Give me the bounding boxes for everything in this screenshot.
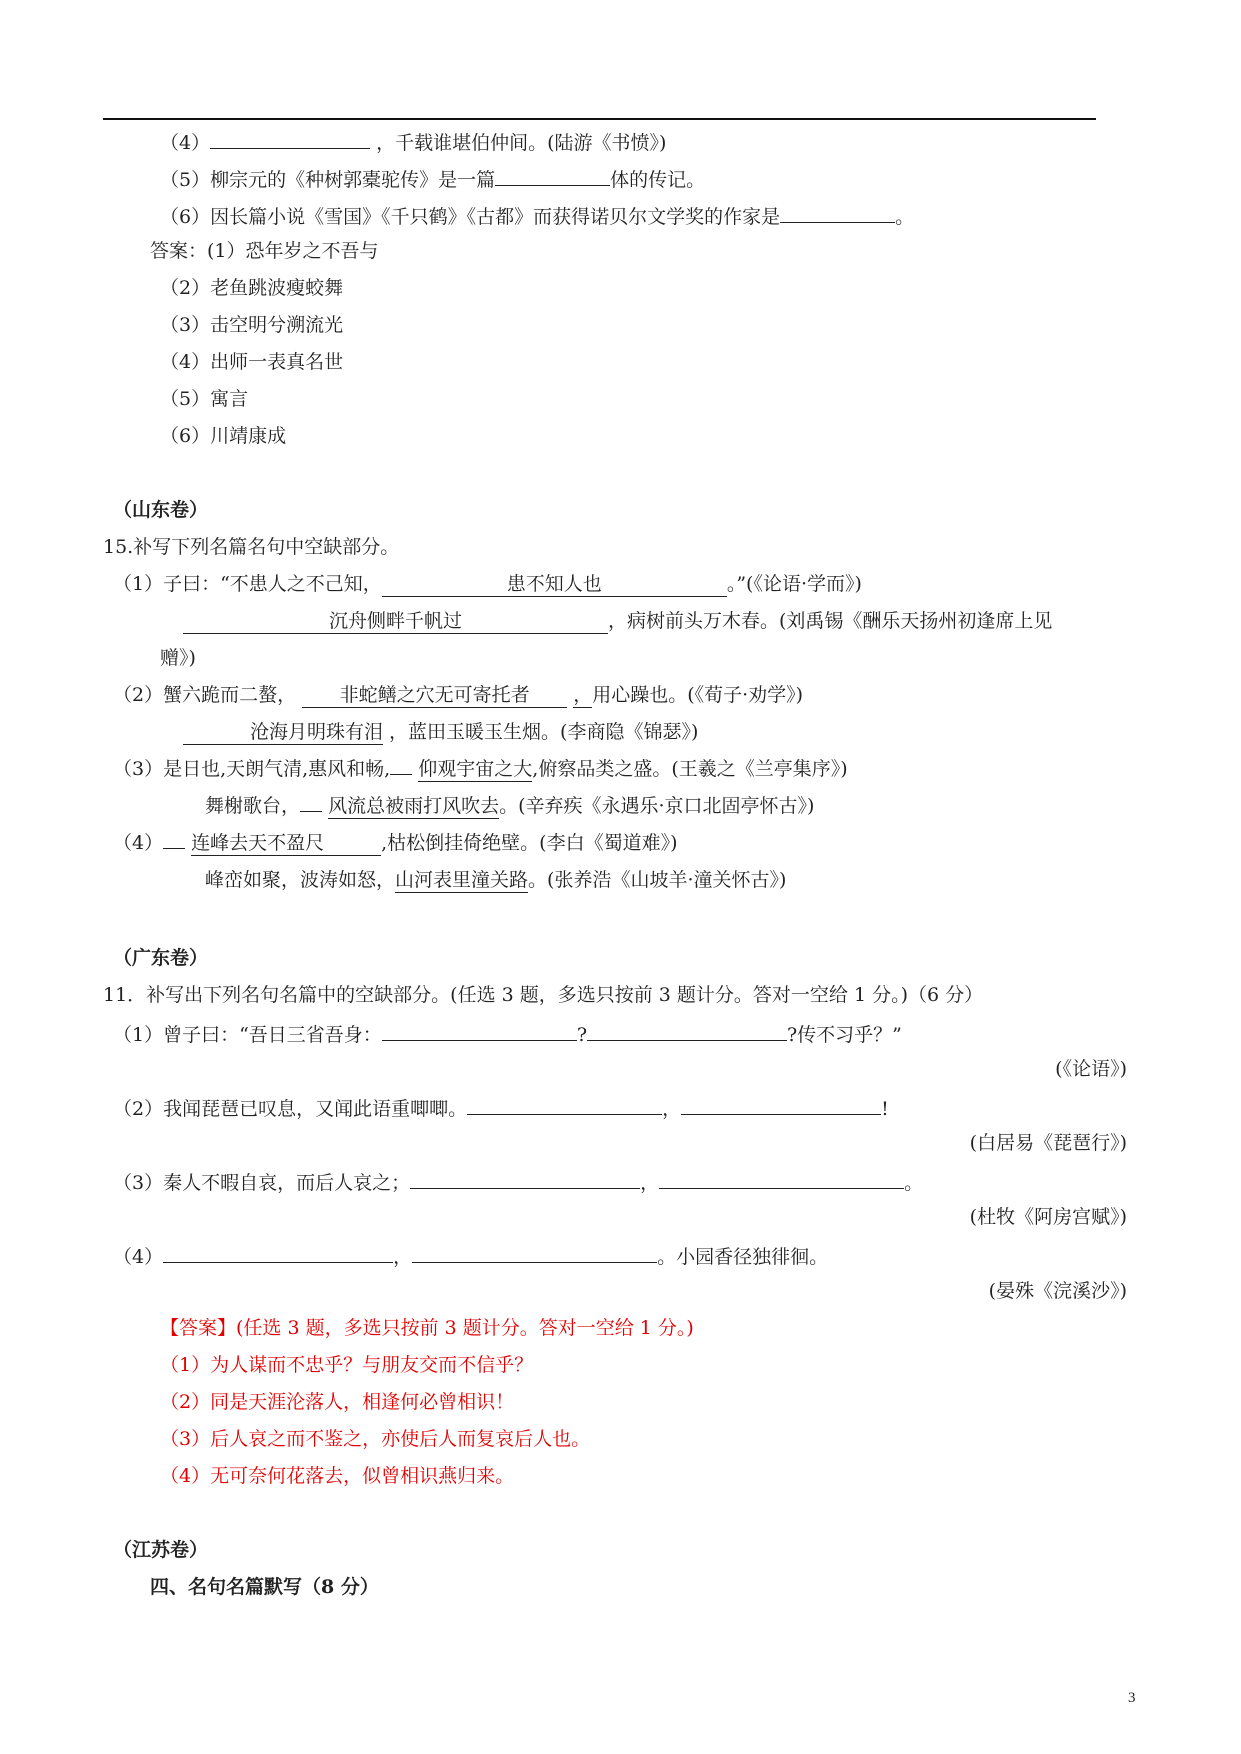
guangdong-line-3: （3）秦人不暇自哀，而后人哀之； ， 。 [113, 1166, 923, 1194]
prev-answer-item: （5）寓言 [160, 388, 249, 410]
prev-question-4: （4） ，千载谁堪伯仲间。(陆游《书愤》) [160, 126, 666, 154]
guangdong-line-2: （2）我闻琵琶已叹息，又闻此语重唧唧。 ， ! [113, 1092, 889, 1120]
shandong-line-4: 沧海月明珠有泪 ，蓝田玉暖玉生烟。(李商隐《锦瑟》) [183, 718, 698, 746]
shandong-line-1: （1）子曰：“不患人之不己知， 患不知人也 。”(《论语·学而》) [113, 573, 862, 595]
shandong-question: 15.补写下列名篇名句中空缺部分。 [103, 536, 400, 558]
shandong-line-3: （2）蟹六跪而二螯， 非蛇鳝之穴无可寄托者 ，用心躁也。(《荀子·劝学》) [113, 684, 804, 706]
shandong-line-7: （4） 连峰去天不盈尺 ,枯松倒挂倚绝壁。(李白《蜀道难》) [113, 832, 678, 854]
source: (《论语》) [1055, 1058, 1127, 1080]
blank [780, 200, 895, 223]
answer-underlined: 非蛇鳝之穴无可寄托者 [302, 683, 567, 708]
shandong-line-2-cont: 赠》) [160, 647, 196, 669]
prev-answer-item: （6）川靖康成 [160, 425, 287, 447]
answer-underlined: 沉舟侧畔千帆过 [183, 609, 608, 634]
source: (白居易《琵琶行》) [969, 1132, 1127, 1154]
answer-item: （4）无可奈何花落去，似曾相识燕归来。 [160, 1465, 515, 1487]
blank [382, 1018, 577, 1041]
answer-item: （1）为人谋而不忠乎？与朋友交而不信乎？ [160, 1354, 534, 1376]
blank [412, 1240, 657, 1263]
answer-underlined: 患不知人也 [382, 572, 727, 597]
shandong-line-6: 舞榭歌台， 风流总被雨打风吹去。(辛弃疾《永遇乐·京口北固亭怀古》) [205, 795, 815, 817]
prev-answer-item: （4）出师一表真名世 [160, 351, 344, 373]
blank [210, 126, 370, 149]
prev-answer-head: 答案：(1）恐年岁之不吾与 [150, 240, 379, 262]
prev-question-5: （5）柳宗元的《种树郭橐驼传》是一篇 体的传记。 [160, 163, 705, 191]
guangdong-line-4: （4） ， 。小园香径独徘徊。 [113, 1240, 828, 1268]
answer-underlined: 沧海月明珠有泪 [183, 720, 383, 745]
answer-underlined: 山河表里潼关路 [395, 869, 529, 891]
shandong-line-2: 沉舟侧畔千帆过 ，病树前头万木春。(刘禹锡《酬乐天扬州初逢席上见 [183, 607, 1052, 635]
jiangsu-heading: 四、名句名篇默写（8 分） [150, 1576, 379, 1598]
shandong-line-5: （3）是日也,天朗气清,惠风和畅, 仰观宇宙之大,俯察品类之盛。(王羲之《兰亭集序》) [113, 758, 848, 780]
source: (杜牧《阿房宫赋》) [969, 1206, 1127, 1228]
blank [467, 1092, 662, 1115]
blank [495, 163, 610, 186]
blank [163, 1240, 393, 1263]
header-rule [103, 118, 1096, 120]
answer-underlined: 风流总被雨打风吹去 [328, 795, 500, 817]
answer-item: （3）后人哀之而不鉴之，亦使后人而复哀后人也。 [160, 1428, 591, 1450]
answer-underlined: 连峰去天不盈尺 [191, 831, 381, 856]
prev-question-6: （6）因长篇小说《雪国》《千只鹤》《古都》而获得诺贝尔文学奖的作家是 。 [160, 200, 914, 228]
source: (晏殊《浣溪沙》) [988, 1280, 1127, 1302]
blank [681, 1092, 881, 1115]
answer-underlined: 仰观宇宙之大 [418, 758, 533, 780]
guangdong-line-1: （1）曾子曰：“吾日三省吾身： ? ?传不习乎？” [113, 1018, 902, 1046]
blank [659, 1166, 904, 1189]
guangdong-question: 11．补写出下列名句名篇中的空缺部分。(任选 3 题，多选只按前 3 题计分。答对一空给 1 分。)（6 分） [103, 984, 984, 1006]
section-title-shandong: （山东卷） [113, 499, 209, 521]
page-number: 3 [1128, 1690, 1136, 1706]
answer-item: （2）同是天涯沦落人，相逢何必曾相识！ [160, 1391, 515, 1413]
answer-head: 【答案】(任选 3 题，多选只按前 3 题计分。答对一空给 1 分。) [160, 1317, 694, 1339]
shandong-line-8: 峰峦如聚，波涛如怒，山河表里潼关路。(张养浩《山坡羊·潼关怀古》) [205, 869, 787, 891]
prev-answer-item: （2）老鱼跳波瘦蛟舞 [160, 277, 344, 299]
section-title-jiangsu: （江苏卷） [113, 1539, 209, 1561]
prev-answer-item: （3）击空明兮溯流光 [160, 314, 344, 336]
blank [587, 1018, 787, 1041]
section-title-guangdong: （广东卷） [113, 947, 209, 969]
blank [410, 1166, 640, 1189]
